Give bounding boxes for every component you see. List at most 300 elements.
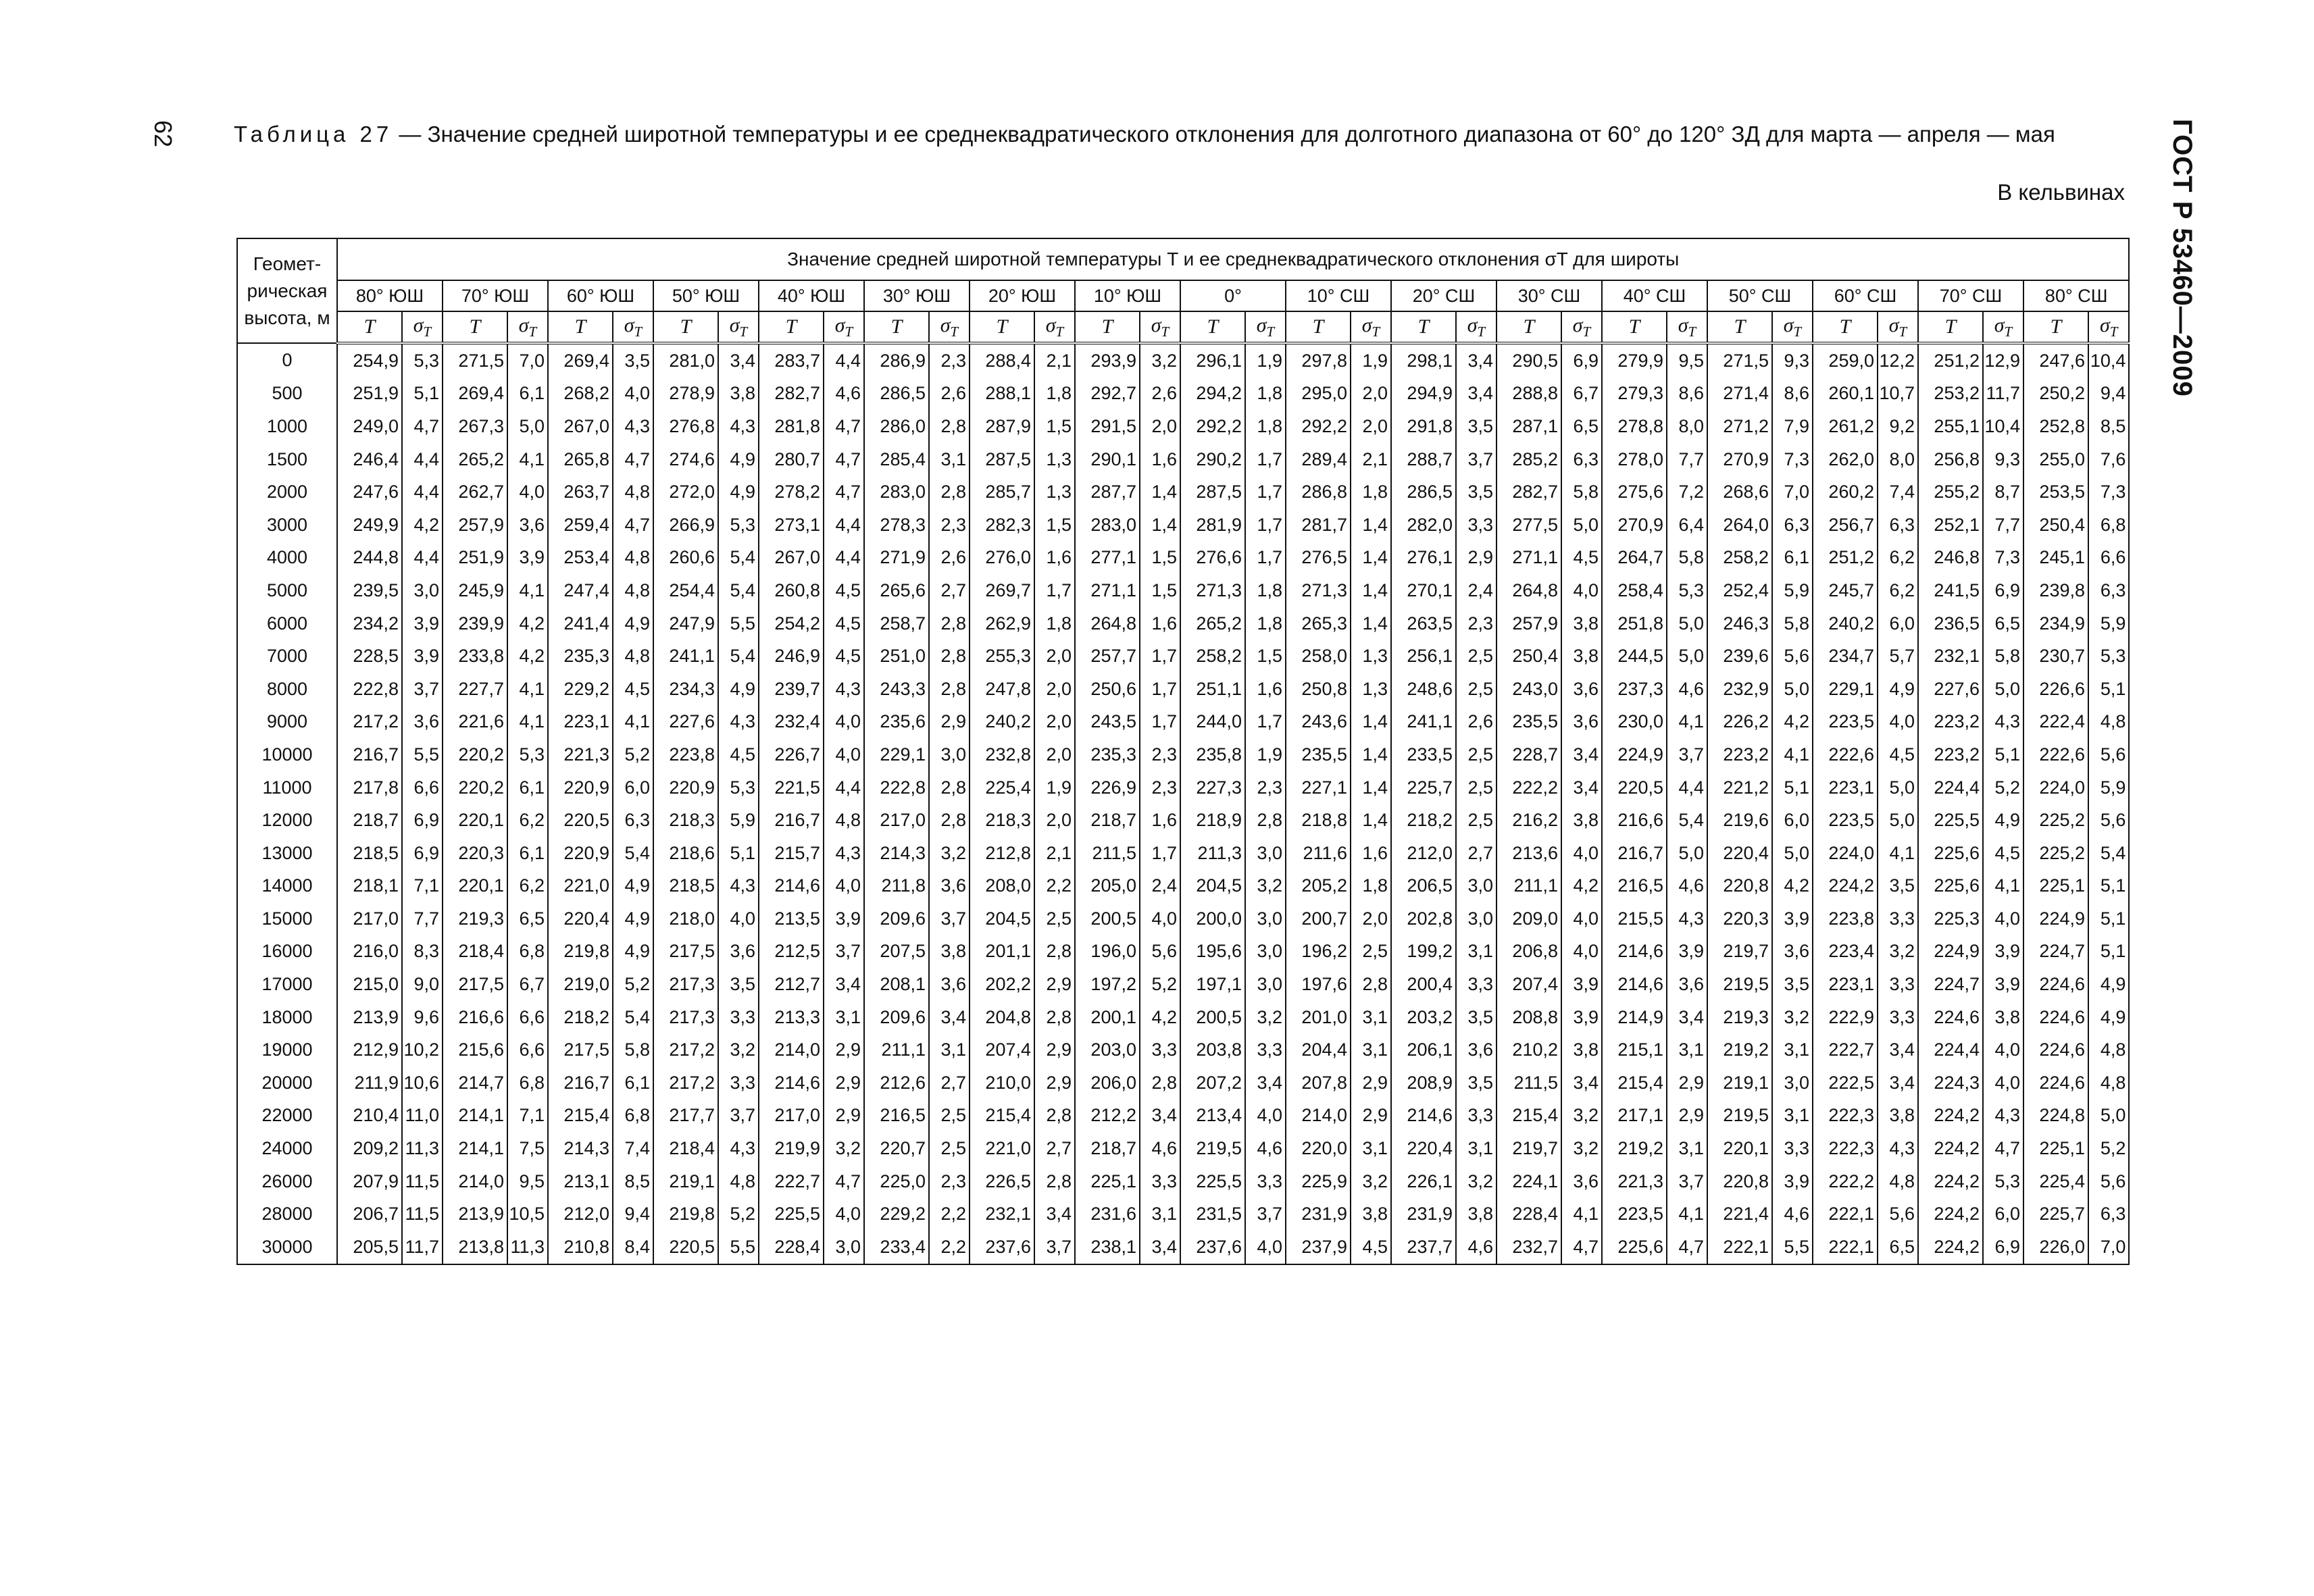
- sigma-cell: 3,5: [718, 968, 759, 1001]
- temperature-cell: 222,2: [1813, 1165, 1878, 1198]
- sigma-letter: σ: [624, 313, 634, 336]
- sigma-cell: 4,4: [824, 343, 864, 378]
- temperature-cell: 229,2: [548, 673, 613, 706]
- sigma-cell: 1,3: [1351, 640, 1391, 673]
- sigma-cell: 4,2: [507, 607, 548, 640]
- sigma-cell: 2,2: [1034, 870, 1075, 903]
- sigma-cell: 6,5: [1983, 607, 2023, 640]
- sigma-cell: 4,8: [824, 804, 864, 837]
- temperature-cell: 218,9: [1180, 804, 1245, 837]
- sigma-cell: 2,5: [929, 1132, 970, 1165]
- temperature-cell: 207,9: [337, 1165, 402, 1198]
- sigma-cell: 3,1: [1140, 1198, 1180, 1231]
- temperature-cell: 211,5: [1075, 837, 1140, 870]
- temperature-cell: 233,8: [443, 640, 507, 673]
- sigma-cell: 4,5: [1878, 738, 1918, 771]
- sigma-cell: 3,3: [1878, 1001, 1918, 1034]
- sigma-cell: 4,6: [1140, 1132, 1180, 1165]
- value-symbol: T: [2023, 311, 2088, 343]
- temperature-cell: 239,8: [2023, 574, 2088, 607]
- sigma-cell: 1,5: [1140, 542, 1180, 575]
- sigma-cell: 4,2: [1772, 706, 1813, 739]
- sigma-symbol: [718, 311, 759, 343]
- sigma-cell: 3,0: [1245, 968, 1286, 1001]
- sigma-cell: 2,9: [1034, 968, 1075, 1001]
- sigma-cell: 3,9: [1983, 968, 2023, 1001]
- sigma-symbol: [824, 311, 864, 343]
- temperature-cell: 226,9: [1075, 771, 1140, 804]
- temperature-cell: 218,3: [970, 804, 1034, 837]
- sigma-cell: 3,8: [1456, 1198, 1496, 1231]
- temperature-cell: 237,7: [1391, 1231, 1456, 1264]
- temperature-cell: 211,5: [1496, 1066, 1561, 1100]
- sigma-cell: 5,3: [507, 738, 548, 771]
- sigma-cell: 4,3: [824, 837, 864, 870]
- sigma-cell: 5,1: [2088, 673, 2129, 706]
- temperature-cell: 269,4: [548, 343, 613, 378]
- temperature-cell: 281,0: [653, 343, 718, 378]
- sigma-symbol: [1772, 311, 1813, 343]
- temperature-cell: 222,7: [1813, 1033, 1878, 1066]
- temperature-cell: 251,9: [443, 542, 507, 575]
- sigma-cell: 5,8: [1667, 542, 1707, 575]
- temperature-cell: 217,8: [337, 771, 402, 804]
- sigma-cell: 5,3: [718, 771, 759, 804]
- sigma-cell: 3,1: [1351, 1132, 1391, 1165]
- sigma-cell: 6,2: [1878, 574, 1918, 607]
- sigma-cell: 3,7: [1667, 1165, 1707, 1198]
- temperature-cell: 292,2: [1286, 410, 1351, 443]
- temperature-cell: 289,4: [1286, 443, 1351, 476]
- sigma-cell: 6,2: [507, 870, 548, 903]
- table-row: [237, 343, 2129, 378]
- temperature-cell: 224,9: [1918, 935, 1983, 969]
- sigma-cell: 6,3: [2088, 1198, 2129, 1231]
- latitude-header: 50° ЮШ: [653, 280, 759, 311]
- sigma-symbol: [1034, 311, 1075, 343]
- temperature-cell: 234,7: [1813, 640, 1878, 673]
- temperature-cell: 294,2: [1180, 378, 1245, 411]
- sigma-cell: 5,0: [1667, 837, 1707, 870]
- temperature-cell: 207,4: [970, 1033, 1034, 1066]
- temperature-cell: 225,7: [2023, 1198, 2088, 1231]
- sigma-cell: 1,9: [1245, 738, 1286, 771]
- sigma-cell: 6,6: [507, 1033, 548, 1066]
- sigma-cell: 3,6: [1561, 706, 1602, 739]
- temperature-cell: 215,7: [759, 837, 824, 870]
- temperature-cell: 221,3: [548, 738, 613, 771]
- sigma-cell: 4,1: [1561, 1198, 1602, 1231]
- sigma-cell: 2,7: [1456, 837, 1496, 870]
- sigma-cell: 3,6: [402, 706, 443, 739]
- sigma-cell: 3,2: [718, 1033, 759, 1066]
- temperature-cell: 243,5: [1075, 706, 1140, 739]
- sigma-cell: 3,3: [1245, 1165, 1286, 1198]
- sigma-cell: 4,0: [824, 870, 864, 903]
- sigma-cell: 7,9: [1772, 410, 1813, 443]
- sigma-cell: 1,4: [1351, 574, 1391, 607]
- temperature-cell: 224,7: [1918, 968, 1983, 1001]
- value-symbol: T: [1286, 311, 1351, 343]
- temperature-cell: 222,3: [1813, 1132, 1878, 1165]
- temperature-cell: 220,5: [548, 804, 613, 837]
- sigma-cell: 6,9: [1983, 1231, 2023, 1264]
- sigma-cell: 3,4: [1561, 1066, 1602, 1100]
- temperature-cell: 234,2: [337, 607, 402, 640]
- sigma-cell: 3,9: [402, 640, 443, 673]
- temperature-cell: 276,0: [970, 542, 1034, 575]
- height-cell: 6000: [237, 607, 337, 640]
- sigma-cell: 4,1: [507, 706, 548, 739]
- sigma-cell: 3,4: [718, 343, 759, 378]
- sigma-cell: 2,0: [1034, 673, 1075, 706]
- temperature-cell: 267,0: [759, 542, 824, 575]
- temperature-cell: 247,8: [970, 673, 1034, 706]
- temperature-cell: 271,9: [864, 542, 929, 575]
- table-row: [237, 1100, 2129, 1133]
- sigma-cell: 3,8: [1561, 1033, 1602, 1066]
- table-row: [237, 607, 2129, 640]
- sigma-cell: 4,5: [1561, 542, 1602, 575]
- temperature-cell: 225,2: [2023, 804, 2088, 837]
- temperature-cell: 229,1: [1813, 673, 1878, 706]
- sigma-cell: 1,5: [1034, 509, 1075, 542]
- table-row: [237, 1033, 2129, 1066]
- temperature-cell: 215,1: [1602, 1033, 1667, 1066]
- temperature-cell: 219,2: [1707, 1033, 1772, 1066]
- temperature-cell: 218,4: [443, 935, 507, 969]
- temperature-cell: 219,5: [1180, 1132, 1245, 1165]
- sigma-cell: 3,7: [402, 673, 443, 706]
- sigma-cell: 3,5: [1456, 1001, 1496, 1034]
- temperature-cell: 214,6: [1602, 935, 1667, 969]
- temperature-cell: 282,3: [970, 509, 1034, 542]
- latitude-header: 70° ЮШ: [443, 280, 548, 311]
- sigma-cell: 1,6: [1245, 673, 1286, 706]
- temperature-cell: 225,5: [1180, 1165, 1245, 1198]
- temperature-cell: 234,9: [2023, 607, 2088, 640]
- temperature-cell: 237,9: [1286, 1231, 1351, 1264]
- temperature-cell: 216,0: [337, 935, 402, 969]
- sigma-cell: 6,3: [1561, 443, 1602, 476]
- sigma-cell: 6,9: [1983, 574, 2023, 607]
- table-row: [237, 1165, 2129, 1198]
- sigma-cell: 1,9: [1351, 343, 1391, 378]
- sigma-cell: 2,9: [1667, 1066, 1707, 1100]
- temperature-cell: 236,5: [1918, 607, 1983, 640]
- temperature-cell: 219,2: [1602, 1132, 1667, 1165]
- sigma-cell: 6,0: [1878, 607, 1918, 640]
- sigma-symbol: [402, 311, 443, 343]
- temperature-cell: 288,8: [1496, 378, 1561, 411]
- sigma-cell: 2,2: [929, 1198, 970, 1231]
- sigma-cell: 2,6: [1140, 378, 1180, 411]
- sigma-cell: 4,7: [402, 410, 443, 443]
- sigma-cell: 5,2: [2088, 1132, 2129, 1165]
- sigma-cell: 3,1: [824, 1001, 864, 1034]
- sigma-cell: 6,3: [1878, 509, 1918, 542]
- temperature-cell: 208,8: [1496, 1001, 1561, 1034]
- sigma-cell: 3,9: [507, 542, 548, 575]
- sigma-cell: 2,5: [1456, 738, 1496, 771]
- temperature-cell: 209,0: [1496, 902, 1561, 935]
- sigma-subscript: T: [950, 323, 959, 340]
- table-body: [237, 343, 2129, 1264]
- sigma-cell: 4,3: [1983, 1100, 2023, 1133]
- temperature-cell: 262,7: [443, 475, 507, 509]
- sigma-cell: 8,6: [1667, 378, 1707, 411]
- sigma-cell: 5,0: [1667, 607, 1707, 640]
- latitude-header: 40° ЮШ: [759, 280, 864, 311]
- sigma-letter: σ: [1045, 313, 1056, 336]
- temperature-cell: 268,6: [1707, 475, 1772, 509]
- temperature-cell: 252,4: [1707, 574, 1772, 607]
- temperature-cell: 286,5: [1391, 475, 1456, 509]
- temperature-cell: 255,1: [1918, 410, 1983, 443]
- temperature-cell: 213,1: [548, 1165, 613, 1198]
- temperature-cell: 250,2: [2023, 378, 2088, 411]
- sigma-cell: 3,6: [929, 968, 970, 1001]
- sigma-cell: 1,6: [1140, 607, 1180, 640]
- temperature-cell: 290,1: [1075, 443, 1140, 476]
- temperature-cell: 213,4: [1180, 1100, 1245, 1133]
- temperature-cell: 297,8: [1286, 343, 1351, 378]
- temperature-cell: 286,9: [864, 343, 929, 378]
- temperature-cell: 218,5: [337, 837, 402, 870]
- sigma-cell: 6,5: [507, 902, 548, 935]
- height-header-line-1: Геомет-: [253, 253, 322, 274]
- temperature-cell: 220,9: [653, 771, 718, 804]
- temperature-cell: 228,4: [1496, 1198, 1561, 1231]
- sigma-cell: 5,6: [2088, 1165, 2129, 1198]
- temperature-cell: 213,8: [443, 1231, 507, 1264]
- temperature-cell: 217,0: [864, 804, 929, 837]
- sigma-cell: 10,6: [402, 1066, 443, 1100]
- sigma-symbol: [1983, 311, 2023, 343]
- temperature-cell: 234,3: [653, 673, 718, 706]
- sigma-cell: 4,5: [824, 607, 864, 640]
- sigma-cell: 2,4: [1140, 870, 1180, 903]
- sigma-cell: 6,0: [613, 771, 653, 804]
- temperature-cell: 209,2: [337, 1132, 402, 1165]
- sigma-cell: 4,0: [1983, 1033, 2023, 1066]
- temperature-cell: 260,8: [759, 574, 824, 607]
- sigma-cell: 2,9: [1667, 1100, 1707, 1133]
- table-row: [237, 771, 2129, 804]
- temperature-cell: 293,9: [1075, 343, 1140, 378]
- sigma-cell: 3,6: [929, 870, 970, 903]
- value-symbol: T: [337, 311, 402, 343]
- sigma-cell: 1,8: [1351, 475, 1391, 509]
- sigma-cell: 1,9: [1034, 771, 1075, 804]
- temperature-cell: 205,2: [1286, 870, 1351, 903]
- sigma-cell: 1,4: [1351, 607, 1391, 640]
- temperature-cell: 237,6: [1180, 1231, 1245, 1264]
- height-cell: 7000: [237, 640, 337, 673]
- sigma-cell: 3,9: [1772, 1165, 1813, 1198]
- sigma-cell: 5,3: [2088, 640, 2129, 673]
- sigma-cell: 2,3: [929, 509, 970, 542]
- temperature-cell: 220,5: [653, 1231, 718, 1264]
- sigma-cell: 2,9: [824, 1066, 864, 1100]
- temperature-cell: 214,6: [759, 870, 824, 903]
- sigma-cell: 3,5: [1878, 870, 1918, 903]
- sigma-cell: 4,3: [718, 410, 759, 443]
- sigma-cell: 2,0: [1351, 378, 1391, 411]
- temperature-cell: 212,7: [759, 968, 824, 1001]
- sigma-cell: 4,9: [718, 673, 759, 706]
- temperature-cell: 254,2: [759, 607, 824, 640]
- temperature-cell: 244,5: [1602, 640, 1667, 673]
- sigma-cell: 10,4: [1983, 410, 2023, 443]
- sigma-cell: 4,9: [718, 475, 759, 509]
- sigma-letter: σ: [413, 313, 424, 336]
- temperature-cell: 220,2: [443, 738, 507, 771]
- sigma-cell: 6,1: [507, 837, 548, 870]
- temperature-cell: 255,3: [970, 640, 1034, 673]
- temperature-cell: 278,8: [1602, 410, 1667, 443]
- sigma-cell: 4,0: [1245, 1100, 1286, 1133]
- temperature-cell: 214,1: [443, 1100, 507, 1133]
- temperature-cell: 292,7: [1075, 378, 1140, 411]
- temperature-cell: 224,0: [1813, 837, 1878, 870]
- sigma-symbol: [613, 311, 653, 343]
- temperature-cell: 254,9: [337, 343, 402, 378]
- temperature-cell: 219,7: [1496, 1132, 1561, 1165]
- temperature-cell: 290,5: [1496, 343, 1561, 378]
- sigma-cell: 3,1: [1456, 1132, 1496, 1165]
- sigma-cell: 4,4: [1667, 771, 1707, 804]
- sigma-cell: 3,5: [1456, 475, 1496, 509]
- temperature-cell: 225,7: [1391, 771, 1456, 804]
- temperature-cell: 214,0: [1286, 1100, 1351, 1133]
- sigma-cell: 3,1: [1456, 935, 1496, 969]
- temperature-cell: 215,4: [1602, 1066, 1667, 1100]
- temperature-cell: 200,5: [1075, 902, 1140, 935]
- temperature-cell: 258,2: [1180, 640, 1245, 673]
- temperature-cell: 221,6: [443, 706, 507, 739]
- temperature-cell: 263,5: [1391, 607, 1456, 640]
- temperature-cell: 215,4: [970, 1100, 1034, 1133]
- temperature-cell: 216,5: [1602, 870, 1667, 903]
- sigma-subscript: T: [2109, 323, 2118, 340]
- sigma-cell: 10,2: [402, 1033, 443, 1066]
- temperature-cell: 278,3: [864, 509, 929, 542]
- sigma-cell: 4,8: [613, 542, 653, 575]
- sigma-cell: 4,9: [613, 902, 653, 935]
- sigma-cell: 3,1: [1667, 1033, 1707, 1066]
- temperature-cell: 230,0: [1602, 706, 1667, 739]
- temperature-cell: 233,4: [864, 1231, 929, 1264]
- temperature-cell: 205,5: [337, 1231, 402, 1264]
- standard-id: ГОСТ Р 53460—2009: [2167, 119, 2197, 397]
- sigma-cell: 6,4: [1667, 509, 1707, 542]
- sigma-cell: 2,8: [1034, 1165, 1075, 1198]
- temperature-cell: 222,2: [1496, 771, 1561, 804]
- temperature-cell: 251,0: [864, 640, 929, 673]
- temperature-cell: 215,0: [337, 968, 402, 1001]
- temperature-cell: 228,7: [1496, 738, 1561, 771]
- temperature-cell: 270,1: [1391, 574, 1456, 607]
- temperature-cell: 273,1: [759, 509, 824, 542]
- temperature-cell: 241,1: [1391, 706, 1456, 739]
- temperature-cell: 222,3: [1813, 1100, 1878, 1133]
- sigma-cell: 2,3: [929, 343, 970, 378]
- temperature-cell: 223,2: [1707, 738, 1772, 771]
- value-symbol: T: [1075, 311, 1140, 343]
- sigma-cell: 4,3: [1878, 1132, 1918, 1165]
- sigma-cell: 4,0: [1983, 1066, 2023, 1100]
- sigma-subscript: T: [528, 323, 537, 340]
- sigma-cell: 2,7: [1034, 1132, 1075, 1165]
- sigma-cell: 8,0: [1878, 443, 1918, 476]
- temperature-cell: 219,3: [443, 902, 507, 935]
- sigma-cell: 1,4: [1140, 475, 1180, 509]
- temperature-cell: 225,6: [1602, 1231, 1667, 1264]
- temperature-cell: 216,7: [548, 1066, 613, 1100]
- temperature-cell: 265,2: [443, 443, 507, 476]
- temperature-cell: 214,3: [864, 837, 929, 870]
- temperature-cell: 211,3: [1180, 837, 1245, 870]
- sigma-cell: 2,0: [1351, 410, 1391, 443]
- temperature-cell: 276,6: [1180, 542, 1245, 575]
- sigma-symbol: [1667, 311, 1707, 343]
- height-cell: 13000: [237, 837, 337, 870]
- temperature-cell: 221,5: [759, 771, 824, 804]
- temperature-cell: 231,9: [1286, 1198, 1351, 1231]
- temperature-cell: 214,0: [443, 1165, 507, 1198]
- temperature-cell: 224,6: [2023, 1001, 2088, 1034]
- temperature-cell: 225,6: [1918, 870, 1983, 903]
- sigma-cell: 4,1: [507, 673, 548, 706]
- temperature-cell: 223,8: [653, 738, 718, 771]
- temperature-cell: 287,5: [1180, 475, 1245, 509]
- temperature-cell: 246,4: [337, 443, 402, 476]
- sigma-cell: 5,5: [402, 738, 443, 771]
- temperature-cell: 271,2: [1707, 410, 1772, 443]
- temperature-cell: 218,0: [653, 902, 718, 935]
- temperature-cell: 249,0: [337, 410, 402, 443]
- sigma-cell: 12,2: [1878, 343, 1918, 378]
- sigma-cell: 6,3: [613, 804, 653, 837]
- temperature-cell: 232,1: [1918, 640, 1983, 673]
- temperature-cell: 248,6: [1391, 673, 1456, 706]
- sigma-cell: 5,1: [1983, 738, 2023, 771]
- temperature-cell: 253,5: [2023, 475, 2088, 509]
- temperature-cell: 294,9: [1391, 378, 1456, 411]
- sigma-cell: 3,9: [1561, 1001, 1602, 1034]
- sigma-cell: 1,7: [1245, 509, 1286, 542]
- temperature-cell: 216,7: [1602, 837, 1667, 870]
- sigma-cell: 2,8: [1034, 935, 1075, 969]
- temperature-cell: 250,4: [1496, 640, 1561, 673]
- sigma-cell: 2,5: [1456, 771, 1496, 804]
- temperature-cell: 298,1: [1391, 343, 1456, 378]
- temperature-cell: 210,4: [337, 1100, 402, 1133]
- sigma-cell: 3,2: [1878, 935, 1918, 969]
- sigma-cell: 2,3: [1456, 607, 1496, 640]
- sigma-cell: 9,5: [1667, 343, 1707, 378]
- temperature-cell: 206,0: [1075, 1066, 1140, 1100]
- sigma-cell: 4,7: [824, 410, 864, 443]
- sigma-cell: 2,0: [1351, 902, 1391, 935]
- temperature-cell: 220,1: [443, 870, 507, 903]
- temperature-cell: 203,0: [1075, 1033, 1140, 1066]
- table-row: [237, 574, 2129, 607]
- sigma-cell: 9,4: [613, 1198, 653, 1231]
- sigma-cell: 4,1: [1667, 706, 1707, 739]
- sigma-subscript: T: [1477, 323, 1486, 340]
